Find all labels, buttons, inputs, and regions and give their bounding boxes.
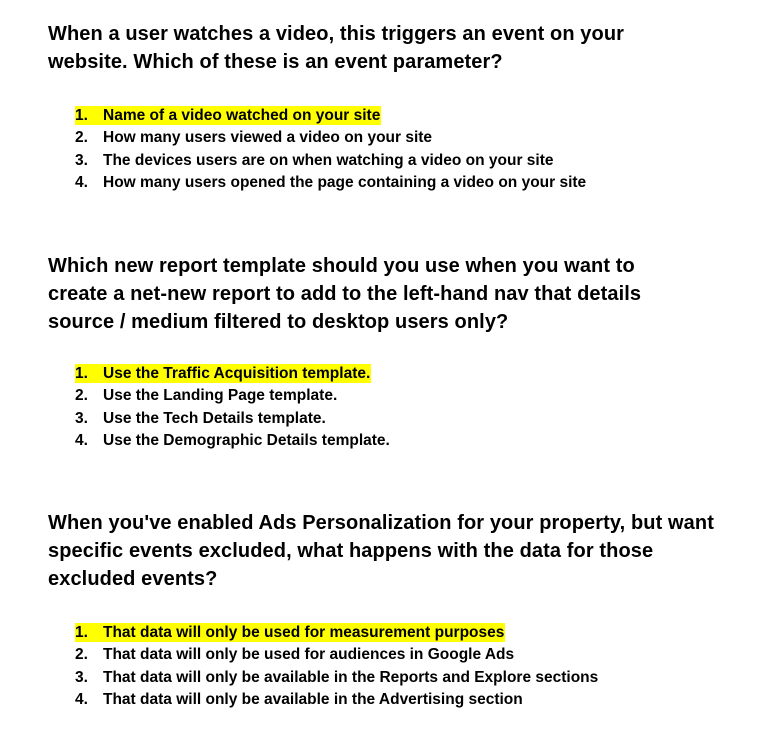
highlight xyxy=(75,623,505,642)
answer-2-2 xyxy=(75,385,391,407)
answer-text: How many users opened the page containing a video on your site xyxy=(103,173,587,191)
highlight xyxy=(75,690,524,709)
question-1-answers xyxy=(75,105,587,194)
answer-number: 1. xyxy=(75,365,88,382)
answer-number: 3. xyxy=(75,409,88,427)
answer-number: 2. xyxy=(75,646,88,664)
question-3 xyxy=(48,509,748,708)
question-1-title: When a user watches a video, this triggers an event on your website. Which of these is an event parameter? xyxy=(48,23,625,73)
answer-number: 1. xyxy=(75,107,88,124)
question-3-answers xyxy=(75,622,599,711)
answer-3-2 xyxy=(75,644,599,666)
answer-text: Use the Tech Details template. xyxy=(103,409,326,427)
answer-text: That data will only be available in the Advertising section xyxy=(103,690,523,708)
highlight xyxy=(75,431,391,450)
highlight xyxy=(75,173,587,192)
question-1 xyxy=(48,20,748,191)
answer-3-4 xyxy=(75,689,599,711)
answer-text: That data will only be available in the Reports and Explore sections xyxy=(103,668,599,686)
answer-text: Name of a video watched on your site xyxy=(103,107,381,124)
answer-1-3 xyxy=(75,150,587,172)
answer-text: How many users viewed a video on your site xyxy=(103,129,433,147)
answer-1-1 xyxy=(75,105,587,127)
answer-text: That data will only be used for measurement purposes xyxy=(103,624,505,641)
answer-3-3 xyxy=(75,667,599,689)
answer-number: 2. xyxy=(75,129,88,147)
question-2-title: Which new report template should you use when you want to create a net-new report to add to the left-hand nav that details source / medium filtered to desktop users only? xyxy=(48,255,642,333)
question-3-title: When you've enabled Ads Personalization for your property, but want specific events excluded, what happens with the data for those excluded events? xyxy=(48,512,714,590)
answer-text: Use the Traffic Acquisition template. xyxy=(103,365,371,382)
answer-2-4 xyxy=(75,430,391,452)
question-2 xyxy=(48,252,748,449)
answer-number: 3. xyxy=(75,151,88,169)
answer-number: 4. xyxy=(75,690,88,708)
answer-text: Use the Demographic Details template. xyxy=(103,431,390,449)
answer-3-1 xyxy=(75,622,599,644)
answer-number: 2. xyxy=(75,387,88,405)
highlight xyxy=(75,151,555,170)
answer-text: The devices users are on when watching a video on your site xyxy=(103,151,554,169)
answer-1-2 xyxy=(75,127,587,149)
answer-number: 4. xyxy=(75,431,88,449)
highlight xyxy=(75,645,515,664)
answer-text: That data will only be used for audiences in Google Ads xyxy=(103,646,515,664)
highlight xyxy=(75,386,338,405)
question-2-answers xyxy=(75,363,391,452)
answer-2-3 xyxy=(75,408,391,430)
answer-number: 1. xyxy=(75,624,88,641)
highlight xyxy=(75,668,599,687)
highlight xyxy=(75,364,371,383)
answer-number: 3. xyxy=(75,668,88,686)
highlight xyxy=(75,128,433,147)
answer-1-4 xyxy=(75,172,587,194)
answer-text: Use the Landing Page template. xyxy=(103,387,338,405)
highlight xyxy=(75,106,381,125)
answer-2-1 xyxy=(75,363,391,385)
highlight xyxy=(75,409,327,428)
answer-number: 4. xyxy=(75,173,88,191)
